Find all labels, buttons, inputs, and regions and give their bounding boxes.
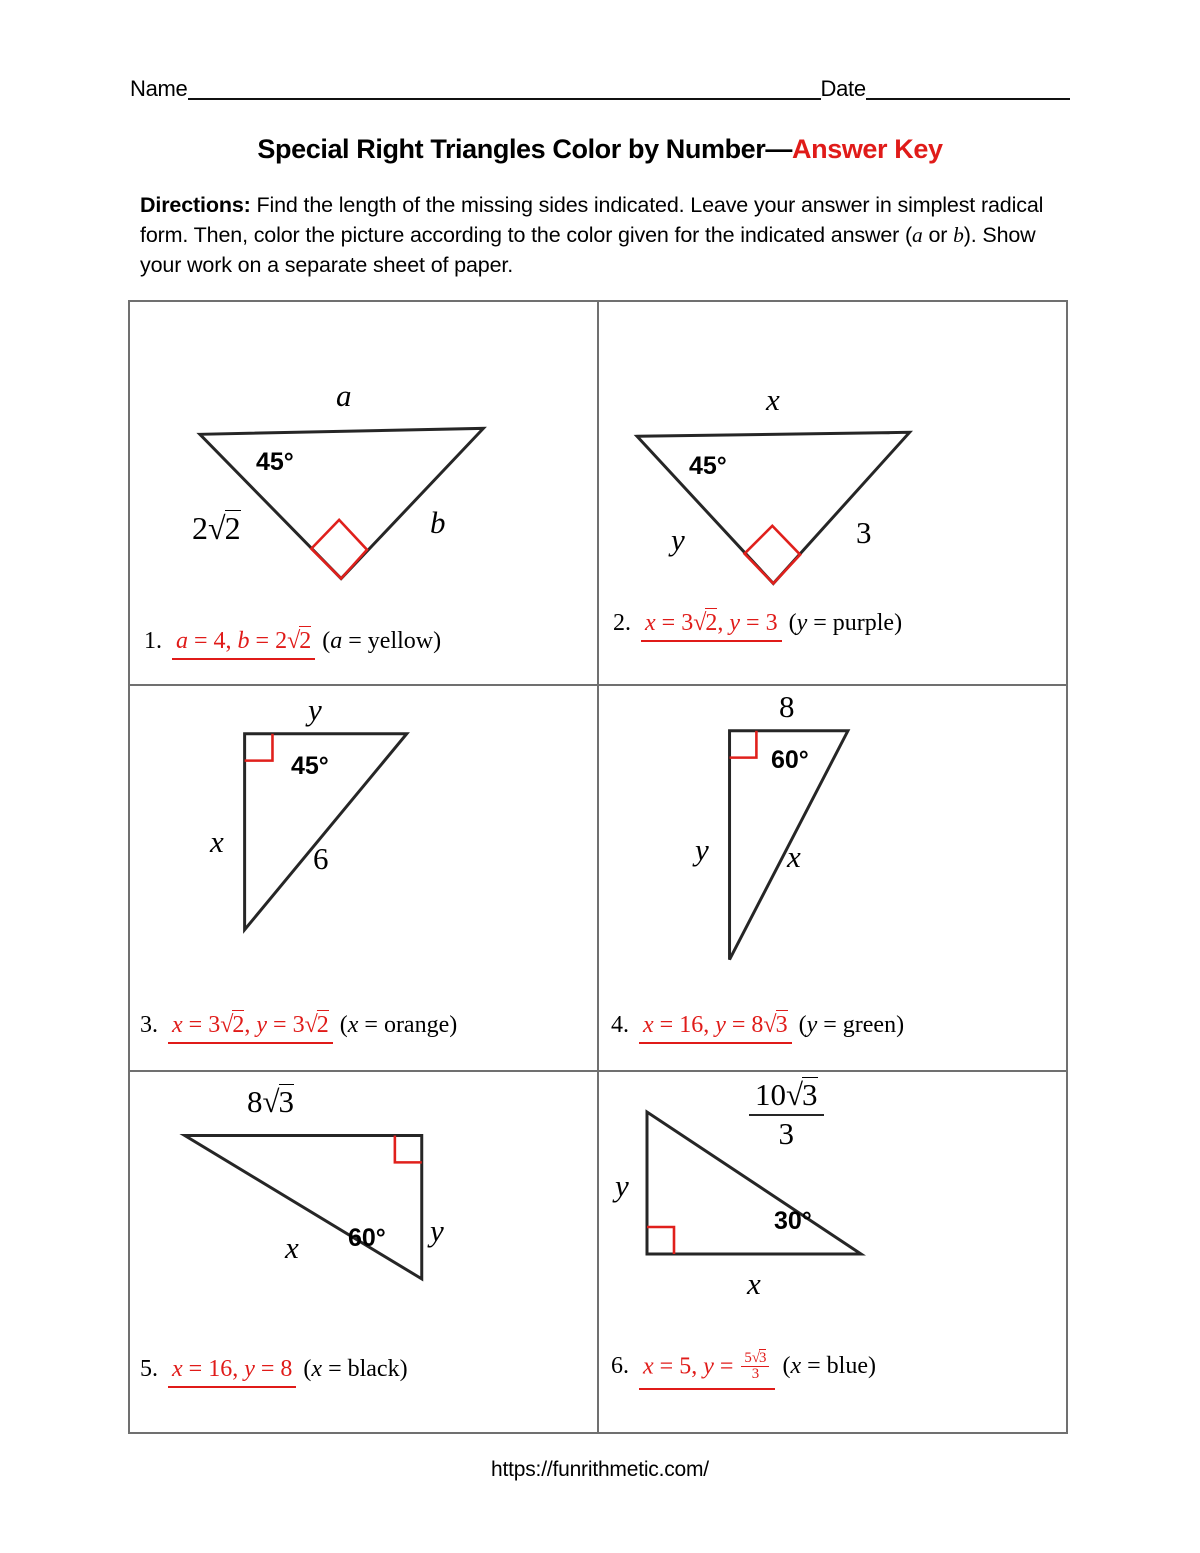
answer-color-hint-6: (x = blue) — [782, 1353, 876, 1380]
problem-cell-2 — [599, 302, 1068, 686]
answer-number-5: 5. — [140, 1356, 158, 1382]
answer-color-hint-2: (y = purple) — [788, 610, 903, 636]
figure-1-left-coefficient: 2 — [192, 510, 208, 546]
figure-1-label-top: a — [336, 378, 352, 413]
figure-5-label-right: y — [430, 1213, 444, 1248]
answer-color-hint-1: (a = yellow) — [322, 628, 442, 654]
answer-row-3 — [140, 1010, 457, 1044]
problem-cell-3 — [130, 686, 599, 1072]
directions-line-1: Find the length of the missing sides indicated. Leave your answer in simplest — [256, 193, 976, 217]
page-title-answer-key: Answer Key — [792, 134, 943, 164]
date-label: Date — [820, 76, 866, 101]
directions-line-3-post: ). Show your work on a separate sheet of paper. — [140, 223, 1036, 277]
directions-var-b: b — [953, 223, 964, 247]
directions-label: Directions: — [140, 193, 251, 217]
answer-number-6: 6. — [611, 1353, 629, 1380]
page-title-main: Special Right Triangles Color by Number— — [257, 134, 793, 164]
figure-6-hyp-num-radicand: 3 — [802, 1077, 818, 1112]
figure-5-label-hypotenuse: x — [285, 1230, 299, 1265]
answer-color-hint-5: (x = black) — [303, 1356, 408, 1382]
answer-number-1: 1. — [144, 628, 162, 654]
figure-6-label-left: y — [615, 1168, 629, 1203]
answer-value-5: x = 16, y = 8 — [168, 1356, 296, 1388]
figure-1-label-left — [192, 510, 241, 544]
figure-4-label-hypotenuse: x — [787, 839, 801, 874]
figure-5-top-coefficient: 8 — [247, 1084, 263, 1119]
problem-cell-1 — [130, 302, 599, 686]
answer-row-6 — [611, 1351, 876, 1390]
figure-2-label-top: x — [766, 382, 780, 417]
footer-url[interactable]: https://funrithmetic.com/ — [491, 1458, 709, 1481]
answer-row-2 — [613, 608, 902, 642]
answer-number-2: 2. — [613, 610, 631, 636]
directions — [140, 190, 1050, 280]
figure-2-label-right: 3 — [856, 515, 872, 550]
figure-4-label-left: y — [695, 832, 709, 867]
figure-6-hyp-numerator: 10√3 — [755, 1077, 818, 1112]
answer-row-5 — [140, 1356, 408, 1388]
directions-var-a: a — [912, 223, 923, 247]
problem-cell-4 — [599, 686, 1068, 1072]
figure-1-label-right: b — [430, 505, 446, 540]
figure-6-hyp-num-coefficient: 10 — [755, 1077, 786, 1112]
answer-value-6: x = 5, y = $\frac{5√3}{3}$ — [639, 1351, 775, 1390]
problem-cell-5 — [130, 1072, 599, 1432]
figure-6-label-bottom: x — [747, 1266, 761, 1301]
figure-1-label-angle: 45° — [256, 448, 294, 476]
figure-4-label-angle: 60° — [771, 746, 809, 774]
answer-number-3: 3. — [140, 1012, 158, 1038]
directions-line-2: radical form. Then, color the picture according to the color given for the indicated — [140, 193, 1044, 247]
answer-value-1: a = 4, b = 2√2 — [172, 626, 315, 660]
name-label: Name — [130, 76, 188, 101]
directions-line-3-pre: answer ( — [830, 223, 913, 247]
figure-4-label-top: 8 — [779, 689, 795, 724]
figure-3-label-hypotenuse: 6 — [313, 841, 329, 876]
figure-6-label-angle: 30° — [774, 1207, 812, 1235]
figure-2-label-left: y — [671, 522, 685, 557]
figure-5-top-radicand: 3 — [278, 1084, 295, 1119]
name-date-line — [130, 66, 1070, 102]
figure-6-hyp-denominator: 3 — [749, 1114, 824, 1149]
answer-value-2: x = 3√2, y = 3 — [641, 608, 782, 642]
page-title — [0, 134, 1200, 165]
problem-grid — [128, 300, 1068, 1434]
answer-row-4 — [611, 1010, 904, 1044]
date-blank-field[interactable] — [866, 78, 1070, 100]
figure-5-top-radical: 8√3 — [247, 1084, 295, 1119]
name-blank-field[interactable] — [188, 78, 821, 100]
answer-color-hint-4: (y = green) — [798, 1012, 905, 1038]
answer-row-1 — [144, 626, 441, 660]
figure-6-label-hypotenuse — [749, 1077, 824, 1149]
answer-number-4: 4. — [611, 1012, 629, 1038]
figure-3-label-angle: 45° — [291, 752, 329, 780]
figure-5-label-top — [247, 1084, 294, 1117]
problem-cell-6 — [599, 1072, 1068, 1432]
directions-line-3-mid: or — [922, 223, 954, 247]
figure-1-left-radical: 2√2 — [192, 510, 241, 546]
figure-3-label-top: y — [308, 692, 322, 727]
figure-5-label-angle: 60° — [348, 1224, 386, 1252]
figure-3-label-left: x — [210, 824, 224, 859]
answer-value-3: x = 3√2, y = 3√2 — [168, 1010, 333, 1044]
answer-color-hint-3: (x = orange) — [339, 1012, 458, 1038]
figure-2-label-angle: 45° — [689, 452, 727, 480]
answer-value-4: x = 16, y = 8√3 — [639, 1010, 792, 1044]
figure-1-left-radicand: 2 — [224, 510, 241, 546]
